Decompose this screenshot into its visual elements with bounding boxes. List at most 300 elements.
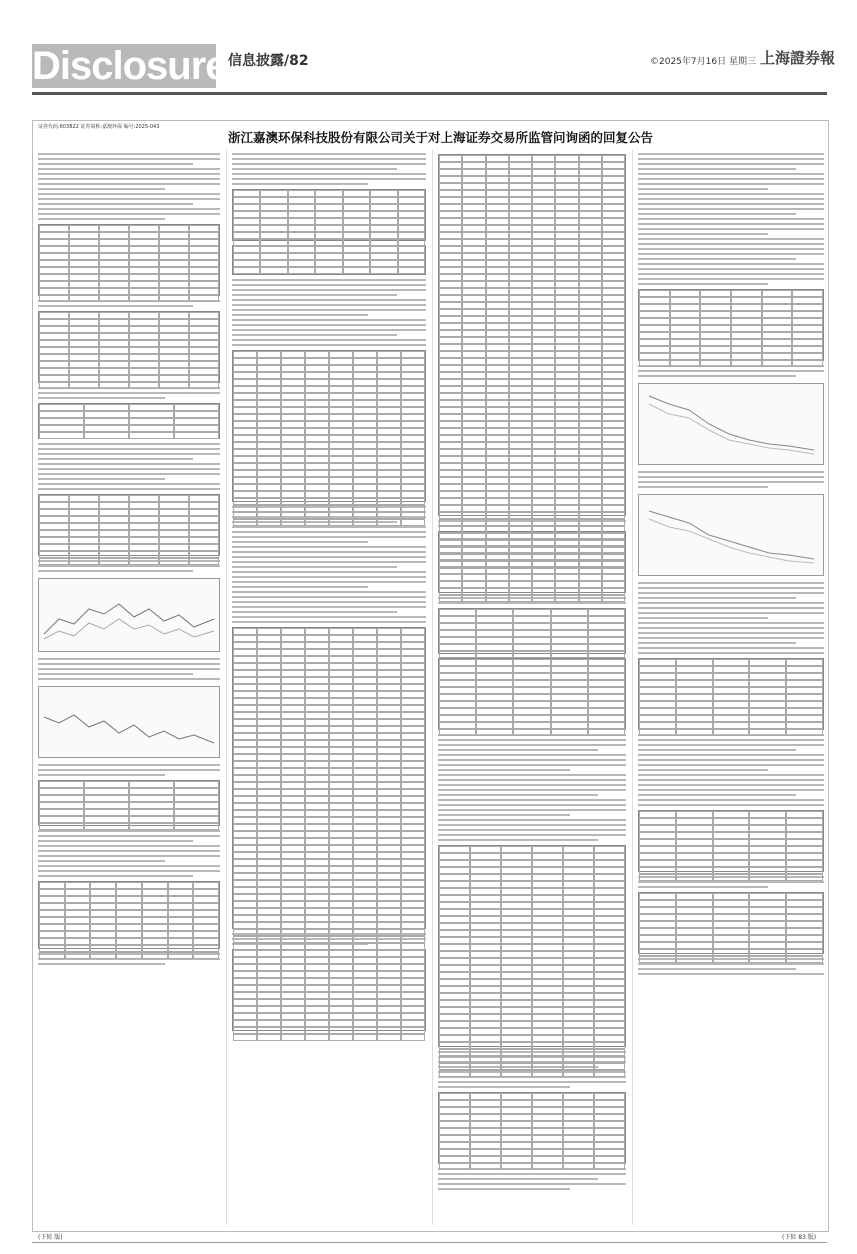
table-cell bbox=[281, 477, 305, 484]
table-cell bbox=[129, 802, 174, 809]
table-cell bbox=[401, 519, 425, 526]
table-cell bbox=[439, 644, 476, 651]
table-cell bbox=[233, 922, 257, 929]
table-cell bbox=[486, 253, 509, 260]
table-cell bbox=[353, 670, 377, 677]
table-cell bbox=[233, 950, 257, 957]
table-cell bbox=[713, 921, 750, 928]
table-cell bbox=[305, 929, 329, 936]
table-cell bbox=[377, 712, 401, 719]
table-cell bbox=[353, 677, 377, 684]
table-cell bbox=[233, 421, 257, 428]
table-cell bbox=[470, 860, 501, 867]
table-cell bbox=[401, 428, 425, 435]
table-cell bbox=[676, 715, 713, 722]
table-cell bbox=[99, 295, 129, 302]
table-cell bbox=[142, 889, 168, 896]
table-cell bbox=[233, 670, 257, 677]
table-cell bbox=[329, 512, 353, 519]
table-cell bbox=[462, 421, 485, 428]
table-cell bbox=[439, 414, 462, 421]
table-cell bbox=[281, 372, 305, 379]
table-cell bbox=[532, 860, 563, 867]
table-cell bbox=[594, 867, 625, 874]
table-cell bbox=[762, 304, 793, 311]
table-cell bbox=[329, 1013, 353, 1020]
table-cell bbox=[555, 428, 578, 435]
table-cell bbox=[99, 354, 129, 361]
table-cell bbox=[353, 838, 377, 845]
table-cell bbox=[486, 393, 509, 400]
table-cell bbox=[639, 914, 676, 921]
table-cell bbox=[401, 421, 425, 428]
table-cell bbox=[470, 867, 501, 874]
table-cell bbox=[439, 470, 462, 477]
table-cell bbox=[401, 512, 425, 519]
table-cell bbox=[233, 442, 257, 449]
table-cell bbox=[257, 894, 281, 901]
column-divider bbox=[432, 150, 433, 1225]
table-cell bbox=[532, 930, 563, 937]
table-cell bbox=[69, 495, 99, 502]
table-cell bbox=[257, 817, 281, 824]
table-cell bbox=[563, 853, 594, 860]
table-cell bbox=[439, 659, 476, 666]
table-cell bbox=[189, 239, 219, 246]
table-cell bbox=[532, 218, 555, 225]
table-cell bbox=[470, 923, 501, 930]
table-cell bbox=[401, 726, 425, 733]
table-cell bbox=[189, 326, 219, 333]
table-cell bbox=[509, 162, 532, 169]
table-cell bbox=[470, 916, 501, 923]
table-cell bbox=[532, 546, 555, 553]
table-cell bbox=[513, 637, 550, 644]
table-cell bbox=[762, 339, 793, 346]
table-cell bbox=[281, 470, 305, 477]
table-cell bbox=[501, 1156, 532, 1163]
table-cell bbox=[462, 253, 485, 260]
table-cell bbox=[257, 1006, 281, 1013]
table-cell bbox=[353, 1006, 377, 1013]
table-cell bbox=[486, 484, 509, 491]
table-cell bbox=[129, 795, 174, 802]
table-cell bbox=[439, 162, 462, 169]
table-cell bbox=[579, 421, 602, 428]
table-cell bbox=[602, 532, 625, 539]
table-cell bbox=[639, 832, 676, 839]
table-cell bbox=[439, 1156, 470, 1163]
table-cell bbox=[39, 802, 84, 809]
table-cell bbox=[588, 687, 625, 694]
table-cell bbox=[329, 978, 353, 985]
table-cell bbox=[555, 463, 578, 470]
table-cell bbox=[260, 232, 287, 239]
table-cell bbox=[579, 393, 602, 400]
table-cell bbox=[439, 323, 462, 330]
table-cell bbox=[513, 708, 550, 715]
table-cell bbox=[639, 956, 676, 963]
table-cell bbox=[39, 375, 69, 382]
table-cell bbox=[439, 1021, 470, 1028]
table-cell bbox=[129, 347, 159, 354]
table-cell bbox=[439, 708, 476, 715]
table-cell bbox=[377, 887, 401, 894]
table-cell bbox=[305, 824, 329, 831]
table-cell bbox=[257, 985, 281, 992]
table-cell bbox=[257, 796, 281, 803]
table-cell bbox=[602, 365, 625, 372]
table-cell bbox=[462, 407, 485, 414]
table-cell bbox=[462, 546, 485, 553]
table-cell bbox=[639, 346, 670, 353]
table-cell bbox=[551, 644, 588, 651]
table-cell bbox=[65, 931, 91, 938]
table-cell bbox=[142, 938, 168, 945]
table-cell bbox=[532, 1142, 563, 1149]
table-cell bbox=[501, 923, 532, 930]
table-cell bbox=[370, 232, 397, 239]
table-cell bbox=[579, 323, 602, 330]
table-cell bbox=[233, 782, 257, 789]
table-cell bbox=[579, 414, 602, 421]
table-cell bbox=[343, 239, 370, 246]
table-cell bbox=[532, 553, 555, 560]
table-cell bbox=[439, 1042, 470, 1049]
table-cell bbox=[257, 922, 281, 929]
table-cell bbox=[470, 1021, 501, 1028]
table-cell bbox=[315, 225, 342, 232]
table-cell bbox=[579, 505, 602, 512]
table-cell bbox=[189, 347, 219, 354]
table-cell bbox=[532, 1121, 563, 1128]
table-cell bbox=[353, 845, 377, 852]
table-cell bbox=[579, 449, 602, 456]
table-cell bbox=[189, 267, 219, 274]
table-cell bbox=[563, 1007, 594, 1014]
table-cell bbox=[579, 169, 602, 176]
table-cell bbox=[579, 560, 602, 567]
table-cell bbox=[281, 824, 305, 831]
table-cell bbox=[713, 708, 750, 715]
table-cell bbox=[476, 623, 513, 630]
table-cell bbox=[555, 288, 578, 295]
table-cell bbox=[129, 288, 159, 295]
table-cell bbox=[594, 1163, 625, 1170]
table-cell bbox=[281, 999, 305, 1006]
table-cell bbox=[486, 567, 509, 574]
table-cell bbox=[377, 358, 401, 365]
table-cell bbox=[142, 945, 168, 952]
table-cell bbox=[39, 239, 69, 246]
table-cell bbox=[257, 1034, 281, 1041]
table-cell bbox=[315, 211, 342, 218]
table-cell bbox=[69, 502, 99, 509]
table-cell bbox=[786, 729, 823, 736]
table-cell bbox=[189, 495, 219, 502]
table-cell bbox=[555, 498, 578, 505]
table-cell bbox=[670, 346, 701, 353]
table-cell bbox=[65, 924, 91, 931]
table-cell bbox=[353, 894, 377, 901]
table-cell bbox=[65, 903, 91, 910]
table-cell bbox=[462, 484, 485, 491]
table-cell bbox=[594, 1049, 625, 1056]
table-cell bbox=[281, 887, 305, 894]
table-cell bbox=[509, 532, 532, 539]
table-cell bbox=[398, 267, 425, 274]
table-cell bbox=[513, 616, 550, 623]
table-cell bbox=[762, 325, 793, 332]
table-cell bbox=[676, 708, 713, 715]
table-cell bbox=[305, 810, 329, 817]
table-cell bbox=[639, 921, 676, 928]
table-cell bbox=[257, 1020, 281, 1027]
table-cell bbox=[676, 928, 713, 935]
table-cell bbox=[288, 218, 315, 225]
table-cell bbox=[257, 782, 281, 789]
table-cell bbox=[159, 267, 189, 274]
table-cell bbox=[470, 1135, 501, 1142]
table-cell bbox=[555, 204, 578, 211]
table-cell bbox=[39, 558, 69, 565]
table-cell bbox=[401, 796, 425, 803]
table-cell bbox=[594, 972, 625, 979]
table-cell bbox=[39, 274, 69, 281]
table-cell bbox=[116, 945, 142, 952]
table-cell bbox=[786, 687, 823, 694]
table-cell bbox=[69, 260, 99, 267]
table-cell bbox=[555, 260, 578, 267]
table-cell bbox=[501, 979, 532, 986]
table-cell bbox=[555, 407, 578, 414]
table-cell bbox=[470, 1114, 501, 1121]
table-cell bbox=[551, 630, 588, 637]
table-cell bbox=[486, 379, 509, 386]
table-cell bbox=[129, 267, 159, 274]
table-cell bbox=[439, 176, 462, 183]
table-cell bbox=[579, 211, 602, 218]
table-cell bbox=[353, 943, 377, 950]
table-cell bbox=[129, 361, 159, 368]
table-cell bbox=[563, 993, 594, 1000]
table-cell bbox=[233, 705, 257, 712]
table-cell bbox=[509, 428, 532, 435]
table-cell bbox=[563, 1128, 594, 1135]
table-cell bbox=[288, 197, 315, 204]
table-cell bbox=[39, 530, 69, 537]
table-cell bbox=[69, 326, 99, 333]
table-cell bbox=[377, 1034, 401, 1041]
table-cell bbox=[588, 722, 625, 729]
table-cell bbox=[401, 649, 425, 656]
table-cell bbox=[579, 546, 602, 553]
table-cell bbox=[486, 232, 509, 239]
table-cell bbox=[281, 712, 305, 719]
table-cell bbox=[439, 923, 470, 930]
table-cell bbox=[509, 581, 532, 588]
table-cell bbox=[377, 726, 401, 733]
table-cell bbox=[555, 491, 578, 498]
table-cell bbox=[401, 761, 425, 768]
table-cell bbox=[462, 386, 485, 393]
table-cell bbox=[69, 516, 99, 523]
table-cell bbox=[329, 936, 353, 943]
table-cell bbox=[233, 873, 257, 880]
table-cell bbox=[439, 944, 470, 951]
table-cell bbox=[462, 176, 485, 183]
table-cell bbox=[462, 218, 485, 225]
table-cell bbox=[288, 267, 315, 274]
table-cell bbox=[401, 936, 425, 943]
data-table bbox=[38, 881, 220, 949]
table-cell bbox=[401, 642, 425, 649]
table-cell bbox=[439, 351, 462, 358]
table-cell bbox=[233, 1027, 257, 1034]
table-cell bbox=[174, 425, 219, 432]
table-cell bbox=[174, 411, 219, 418]
table-cell bbox=[84, 809, 129, 816]
table-cell bbox=[602, 512, 625, 519]
column-divider bbox=[226, 150, 227, 1225]
table-cell bbox=[439, 630, 476, 637]
price-chart bbox=[38, 686, 220, 758]
table-cell bbox=[233, 491, 257, 498]
table-cell bbox=[281, 936, 305, 943]
table-cell bbox=[676, 687, 713, 694]
table-cell bbox=[749, 956, 786, 963]
table-cell bbox=[377, 831, 401, 838]
table-cell bbox=[713, 818, 750, 825]
table-cell bbox=[439, 1035, 470, 1042]
table-cell bbox=[401, 838, 425, 845]
table-cell bbox=[159, 288, 189, 295]
table-cell bbox=[84, 816, 129, 823]
table-cell bbox=[116, 903, 142, 910]
table-cell bbox=[470, 1007, 501, 1014]
table-cell bbox=[439, 337, 462, 344]
table-cell bbox=[401, 435, 425, 442]
table-cell bbox=[329, 796, 353, 803]
table-cell bbox=[602, 253, 625, 260]
table-cell bbox=[305, 379, 329, 386]
table-cell bbox=[377, 684, 401, 691]
table-cell bbox=[329, 880, 353, 887]
table-cell bbox=[189, 544, 219, 551]
table-cell bbox=[343, 190, 370, 197]
table-cell bbox=[639, 304, 670, 311]
table-cell bbox=[462, 553, 485, 560]
table-cell bbox=[377, 978, 401, 985]
table-cell bbox=[401, 1034, 425, 1041]
table-cell bbox=[594, 1042, 625, 1049]
table-cell bbox=[329, 810, 353, 817]
table-cell bbox=[532, 428, 555, 435]
table-cell bbox=[233, 859, 257, 866]
table-cell bbox=[129, 788, 174, 795]
table-cell bbox=[305, 915, 329, 922]
table-cell bbox=[462, 162, 485, 169]
table-cell bbox=[676, 722, 713, 729]
table-cell bbox=[353, 719, 377, 726]
table-cell bbox=[401, 824, 425, 831]
table-cell bbox=[305, 442, 329, 449]
table-cell bbox=[439, 909, 470, 916]
table-cell bbox=[639, 353, 670, 360]
table-cell bbox=[401, 372, 425, 379]
table-cell bbox=[401, 351, 425, 358]
table-cell bbox=[594, 888, 625, 895]
table-cell bbox=[563, 846, 594, 853]
table-cell bbox=[486, 295, 509, 302]
table-cell bbox=[439, 463, 462, 470]
table-cell bbox=[532, 309, 555, 316]
table-cell bbox=[602, 574, 625, 581]
table-cell bbox=[439, 687, 476, 694]
table-cell bbox=[513, 673, 550, 680]
table-cell bbox=[486, 365, 509, 372]
table-cell bbox=[398, 246, 425, 253]
table-cell bbox=[305, 803, 329, 810]
table-cell bbox=[588, 637, 625, 644]
table-cell bbox=[353, 428, 377, 435]
table-cell bbox=[401, 691, 425, 698]
table-cell bbox=[39, 816, 84, 823]
table-cell bbox=[305, 670, 329, 677]
table-cell bbox=[532, 449, 555, 456]
table-cell bbox=[486, 267, 509, 274]
table-cell bbox=[129, 816, 174, 823]
data-table bbox=[638, 658, 824, 730]
table-cell bbox=[476, 659, 513, 666]
table-cell bbox=[579, 581, 602, 588]
table-cell bbox=[439, 288, 462, 295]
table-cell bbox=[353, 999, 377, 1006]
table-cell bbox=[579, 456, 602, 463]
table-cell bbox=[579, 595, 602, 602]
table-cell bbox=[462, 190, 485, 197]
table-cell bbox=[343, 267, 370, 274]
table-cell bbox=[39, 889, 65, 896]
table-cell bbox=[476, 651, 513, 658]
table-cell bbox=[439, 316, 462, 323]
table-cell bbox=[594, 1100, 625, 1107]
table-cell bbox=[65, 896, 91, 903]
table-cell bbox=[532, 295, 555, 302]
table-cell bbox=[65, 910, 91, 917]
table-cell bbox=[401, 985, 425, 992]
table-cell bbox=[159, 375, 189, 382]
table-cell bbox=[159, 326, 189, 333]
table-cell bbox=[281, 407, 305, 414]
table-cell bbox=[159, 537, 189, 544]
table-cell bbox=[579, 176, 602, 183]
table-cell bbox=[69, 281, 99, 288]
table-cell bbox=[700, 325, 731, 332]
table-cell bbox=[462, 512, 485, 519]
table-cell bbox=[281, 491, 305, 498]
table-cell bbox=[233, 775, 257, 782]
table-cell bbox=[532, 372, 555, 379]
table-cell bbox=[676, 907, 713, 914]
table-cell bbox=[398, 239, 425, 246]
table-cell bbox=[513, 729, 550, 736]
table-cell bbox=[509, 190, 532, 197]
table-cell bbox=[786, 956, 823, 963]
table-cell bbox=[189, 281, 219, 288]
table-cell bbox=[532, 923, 563, 930]
table-cell bbox=[353, 456, 377, 463]
